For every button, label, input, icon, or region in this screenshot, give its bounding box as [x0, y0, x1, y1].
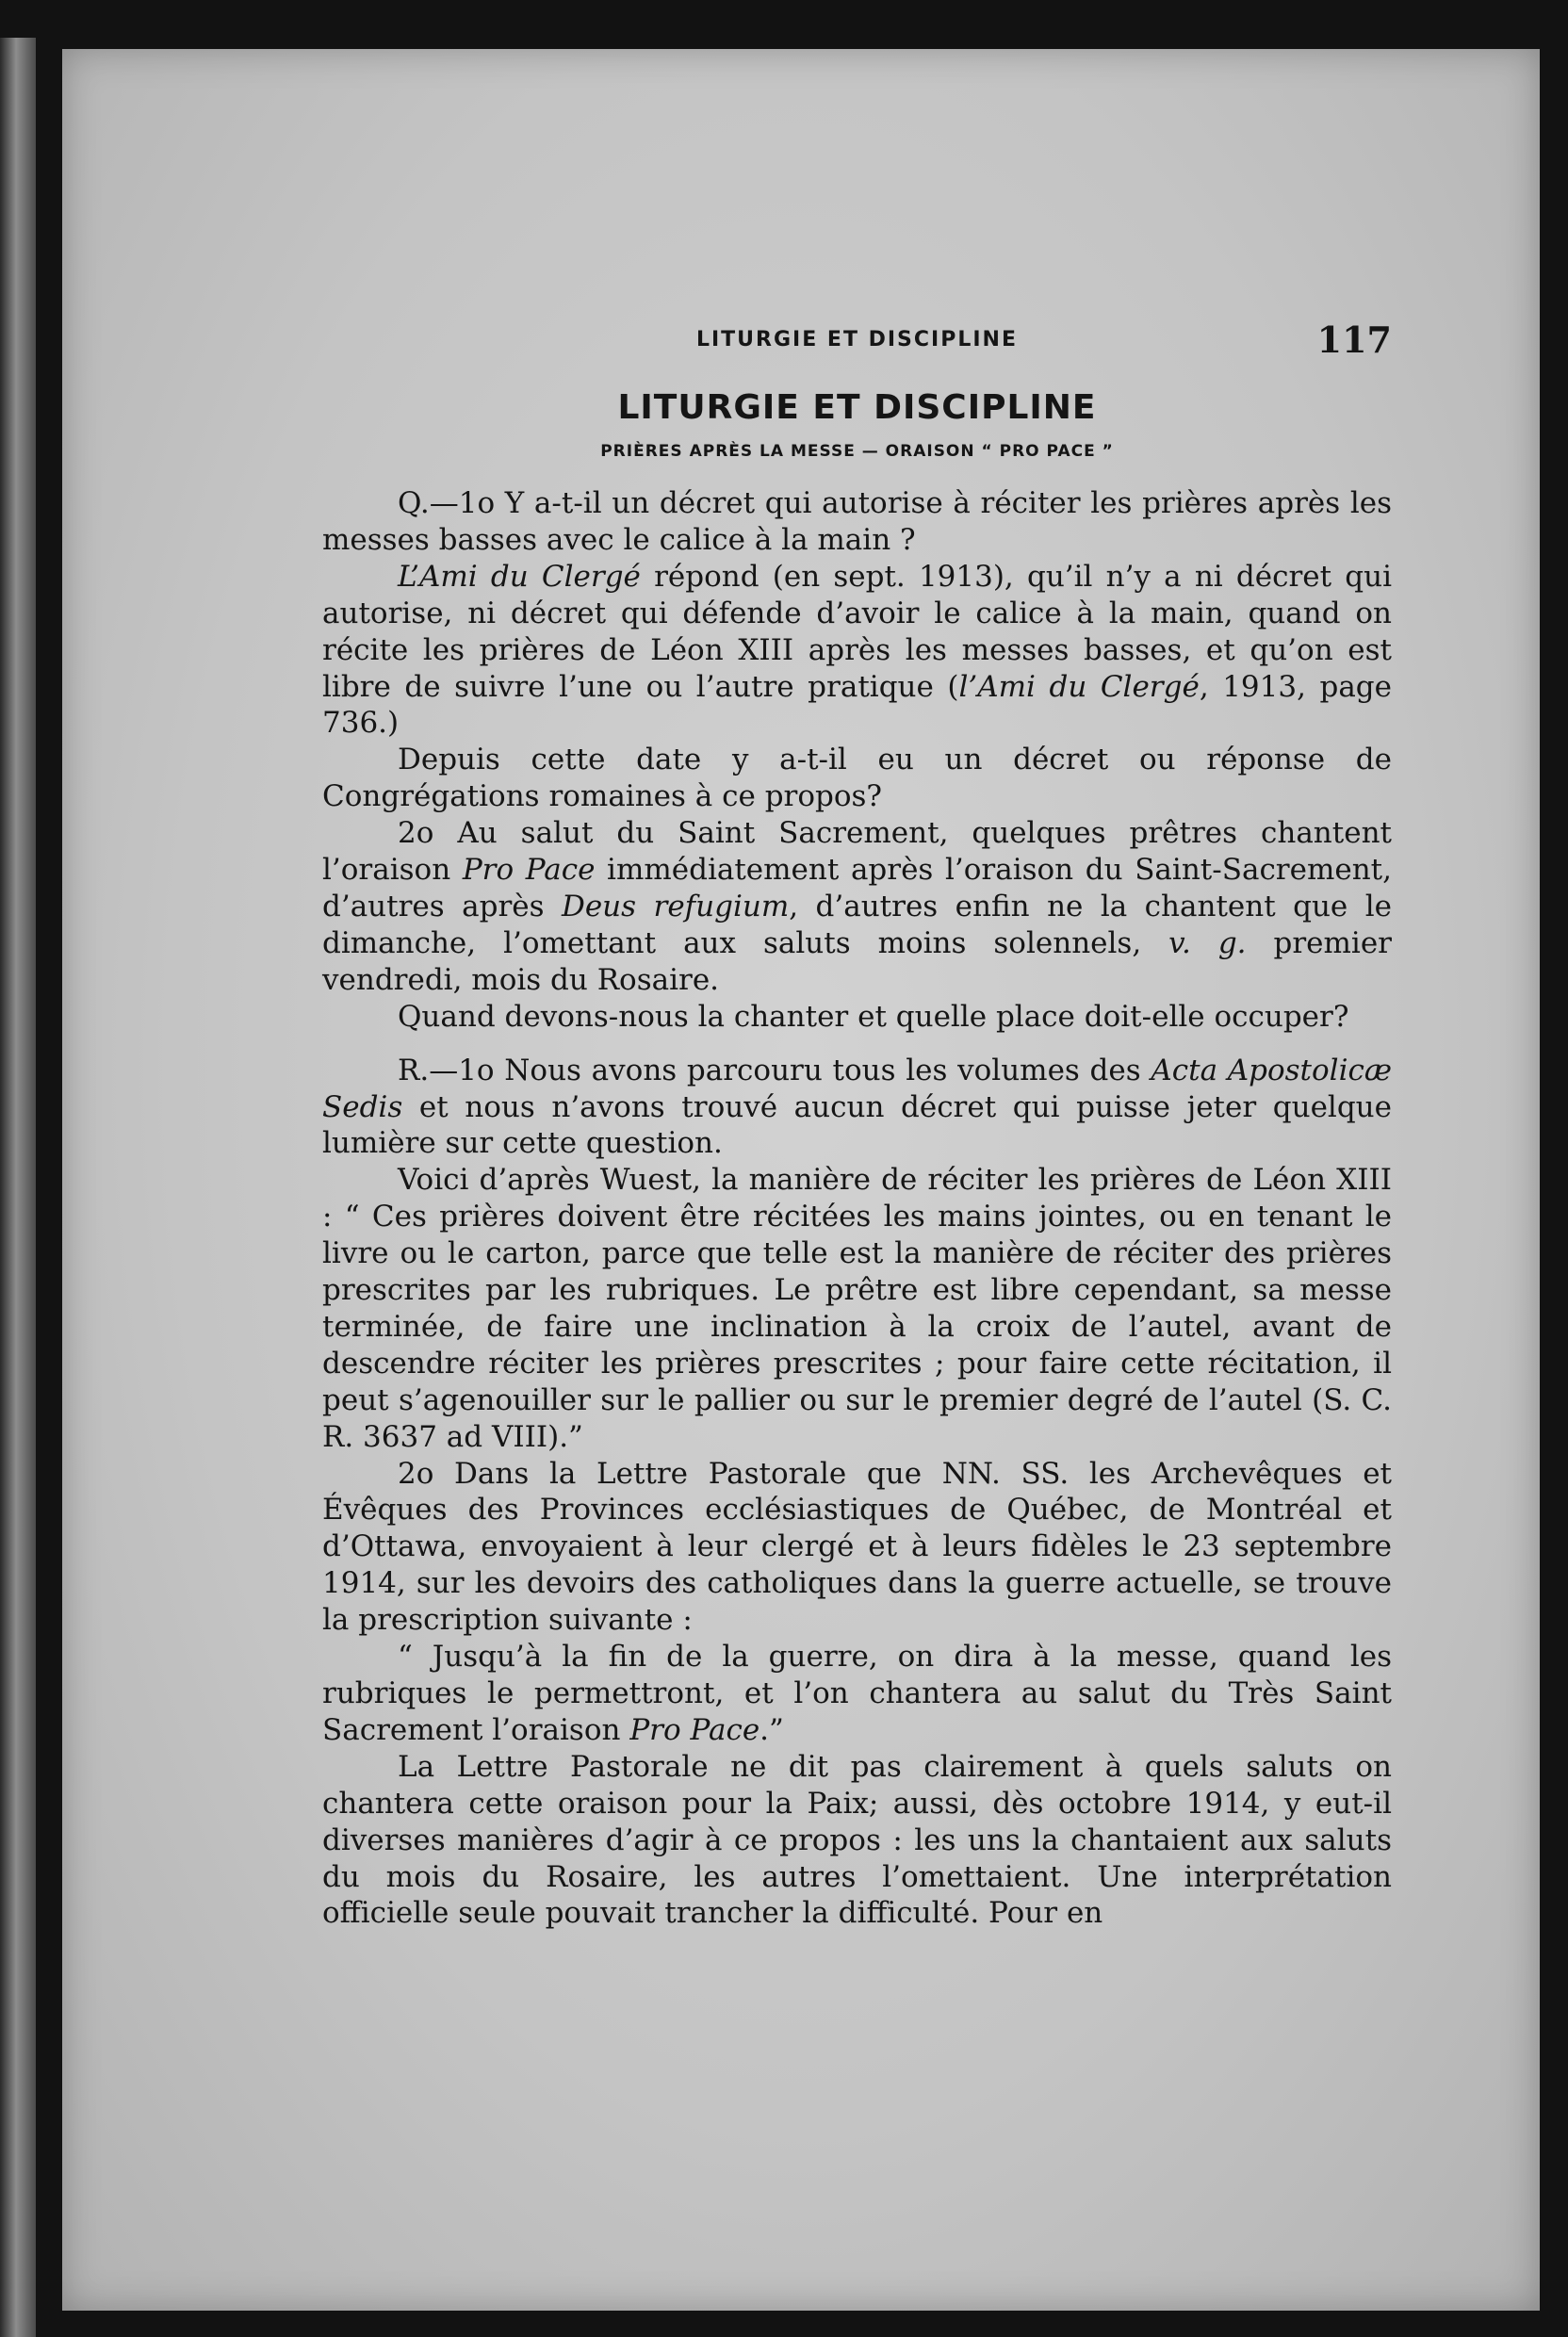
italic-text: Deus refugium [561, 889, 790, 923]
italic-text: Pro Pace [462, 853, 596, 888]
italic-text: l’Ami du Clergé [958, 669, 1200, 704]
page-number: 117 [1316, 319, 1392, 361]
text-segment: R.—1o Nous avons parcouru tous les volumes des [398, 1053, 1152, 1087]
text-segment: immédiatement après l’oraison du Saint-Sacrement, d’autres après [322, 853, 1392, 923]
text-segment: Depuis cette date y a-t-il eu un décret ou réponse de Congrégations romaines à ce propos? [322, 743, 1392, 814]
paragraph [322, 1053, 1392, 1163]
text-segment: 2o Au salut du Saint Sacrement, quelques prêtres chantent l’oraison [322, 816, 1392, 888]
paragraph [322, 1639, 1392, 1749]
paragraph [322, 999, 1392, 1036]
paragraph [322, 559, 1392, 743]
paragraph [322, 1749, 1392, 1933]
text-segment: premier vendredi, mois du Rosaire. [322, 925, 1393, 997]
text-segment: répond (en sept. 1913), qu’il n’y a ni décret qui autorise, ni décret qui défende d’avoir le calice à la main, quand on récite les prières de Léon XIII après les messes basses, et qu’on est libre de suivre l’une ou l’autre pratique ( [322, 559, 1393, 704]
body-text [322, 485, 1392, 1932]
text-segment: , 1913, page 736.) [322, 669, 1392, 741]
paragraph [322, 485, 1392, 559]
text-segment: “ Jusqu’à la fin de la guerre, on dira à la messe, quand les rubriques le permettront, et l’on chantera au salut du Très Saint Sacrement l’oraison [322, 1640, 1392, 1747]
running-title: LITURGIE ET DISCIPLINE [695, 328, 1019, 351]
paragraph [322, 1456, 1392, 1640]
paragraph [322, 1162, 1392, 1455]
section-subtitle: PRIÈRES APRÈS LA MESSE — ORAISON “ PRO PACE ” [600, 442, 1114, 461]
paragraph [322, 815, 1392, 999]
book-page [62, 49, 1540, 2311]
text-segment: et nous n’avons trouvé aucun décret qui puisse jeter quelque lumière sur cette question. [322, 1089, 1392, 1161]
text-segment: La Lettre Pastorale ne dit pas clairement à quels saluts on chantera cette oraison pour la Paix; aussi, dès octobre 1914, y eut-il diverses manières d’agir à ce propos : les uns la chantaient aux saluts du mois du Rosaire, les autres l’omettaient. Une interprétation officielle seule pouvait trancher la difficulté. Pour en [322, 1749, 1392, 1931]
text-segment: Quand devons-nous la chanter et quelle place doit-elle occuper? [398, 999, 1349, 1034]
text-segment: Q.—1o Y a-t-il un décret qui autorise à réciter les prières après les messes basses avec le calice à la main ? [322, 486, 1392, 557]
italic-text: L’Ami du Clergé [398, 559, 641, 594]
adjacent-page-edge [0, 38, 36, 2337]
text-segment: 2o Dans la Lettre Pastorale que NN. SS. les Archevêques et Évêques des Provinces ecclésiastiques de Québec, de Montréal et d’Ottawa, envoyaient à leur clergé et à leurs fidèles le 23 septembre 1914, sur les devoirs des catholiques dans la guerre actuelle, se trouve la prescription suivante : [322, 1456, 1392, 1638]
text-segment: , d’autres enfin ne la chantent que le dimanche, l’omettant aux saluts moins solennels, [322, 889, 1392, 960]
italic-text: v. g. [1168, 925, 1247, 960]
text-segment: .” [760, 1712, 784, 1747]
italic-text: Acta Apostolicæ Sedis [322, 1053, 1393, 1124]
paragraph [322, 742, 1392, 815]
text-segment: Voici d’après Wuest, la manière de réciter les prières de Léon XIII : “ Ces prières doivent être récitées les mains jointes, ou en tenant le livre ou le carton, parce que telle est la manière de réciter des prières prescrites par les rubriques. Le prêtre est libre cependant, sa messe terminée, de faire une inclination à la croix de l’autel, avant de descendre réciter les prières prescrites ; pour faire cette récitation, il peut s’agenouiller sur le pallier ou sur le premier degré de l’autel (S. C. R. 3637 ad VIII).” [322, 1163, 1392, 1454]
running-head [322, 319, 1392, 371]
text-block [322, 319, 1393, 1932]
italic-text: Pro Pace [629, 1712, 760, 1747]
section-title: LITURGIE ET DISCIPLINE [617, 388, 1097, 427]
